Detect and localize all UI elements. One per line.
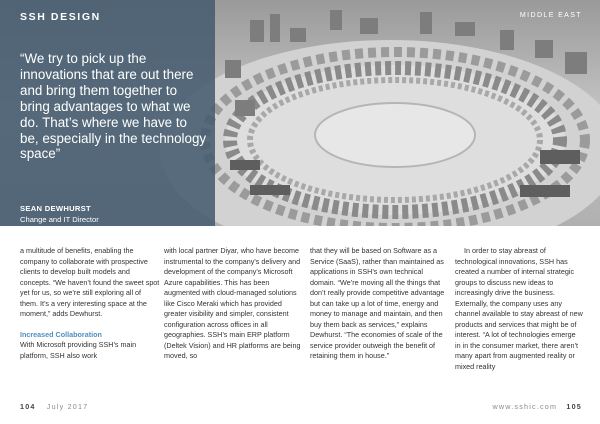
article-paragraph: with local partner Diyar, who have become instrumental to the company’s delivery and development of the company’s Microsoft Azure capabilities. This has been augmented with cloud-managed solutions like Cisco Meraki which has provided greater visibility and simpler, consistent configuration across offices in all geographies. SSH’s main ERP platform (Deltek Vision) and HR platforms are being moved, so	[164, 246, 301, 360]
article-subhead: Increased Collaboration	[20, 329, 102, 339]
article-column-2	[164, 246, 304, 362]
pull-quote: “We try to pick up the innovations that are out there and bring them together to bring advantages to what we do. That’s where we have to be, especially in the technology space”	[20, 51, 207, 162]
page-number-left: 104	[20, 402, 36, 411]
footer-right	[492, 402, 582, 411]
article-column-3	[310, 246, 450, 362]
footer-left	[20, 402, 88, 411]
quote-author-title: Change and IT Director	[20, 215, 99, 224]
article-paragraph: With Microsoft providing SSH’s main platform, SSH also work	[20, 340, 137, 360]
website-url: www.sshic.com	[492, 402, 558, 411]
article-paragraph: that they will be based on Software as a Service (SaaS), rather than maintained as applications in SSH’s own technical domain. “We’re moving all the things that don’t really provide competitive advantage but can take up a lot of time, energy and money to manage and maintain, and then buy them back as services,” explains Dewhurst. “The economies of scale of the service provider outweigh the benefit of retaining them in house.”	[310, 246, 445, 360]
region-tag: MIDDLE EAST	[519, 12, 582, 19]
article-column-1	[20, 246, 160, 361]
page-number-right: 105	[566, 402, 582, 411]
issue-date: July 2017	[46, 402, 89, 411]
article-paragraph: In order to stay abreast of technological innovations, SSH has created a number of internal strategic groups to discuss new ideas to increasingly drive the business. Externally, the company uses any channel available to stay abreast of new products and services that might be of interest. “A lot of technologies emerge in in the consumer market, there aren’t many apart from augmented reality or mixed reality	[455, 246, 583, 371]
article-column-4	[455, 246, 583, 372]
quote-author-name: SEAN DEWHURST	[20, 204, 91, 213]
section-tag: SSH DESIGN	[20, 11, 101, 23]
article-paragraph: a multitude of benefits, enabling the company to collaborate with prospective clients to develop built models and concepts. “We haven’t found the sweet spot yet for us, so we’re still exploring all of them. It’s a very interesting space at the moment,” adds Dewhurst.	[20, 246, 160, 318]
